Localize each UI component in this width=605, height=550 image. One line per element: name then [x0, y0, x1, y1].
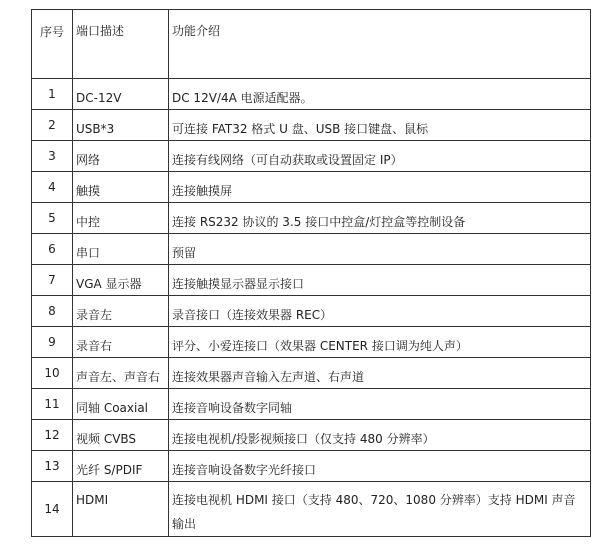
row-port: 光纤 S/PDIF [73, 451, 169, 482]
row-no: 8 [32, 296, 73, 327]
row-no: 14 [32, 482, 73, 537]
table-row [32, 141, 591, 172]
row-desc: 评分、小爱连接口（效果器 CENTER 接口调为纯人声） [169, 327, 591, 358]
row-desc: 录音接口（连接效果器 REC） [169, 296, 591, 327]
table-row [32, 482, 591, 537]
table-header-row [32, 10, 591, 79]
header-port: 端口描述 [73, 10, 169, 79]
row-port: 中控 [73, 203, 169, 234]
row-desc: 预留 [169, 234, 591, 265]
row-no: 4 [32, 172, 73, 203]
row-port: 声音左、声音右 [73, 358, 169, 389]
row-desc: 连接电视机/投影视频接口（仅支持 480 分辨率） [169, 420, 591, 451]
row-desc: 连接触摸显示器显示接口 [169, 265, 591, 296]
row-desc: DC 12V/4A 电源适配器。 [169, 79, 591, 110]
row-port: DC-12V [73, 79, 169, 110]
row-no: 6 [32, 234, 73, 265]
table-row [32, 420, 591, 451]
header-desc: 功能介绍 [169, 10, 591, 79]
table-row [32, 451, 591, 482]
row-desc: 连接 RS232 协议的 3.5 接口中控盒/灯控盒等控制设备 [169, 203, 591, 234]
row-port: 录音左 [73, 296, 169, 327]
port-spec-table [31, 9, 591, 537]
row-no: 3 [32, 141, 73, 172]
row-port: HDMI [73, 482, 169, 537]
row-desc: 连接效果器声音输入左声道、右声道 [169, 358, 591, 389]
row-desc: 连接触摸屏 [169, 172, 591, 203]
table-row [32, 110, 591, 141]
row-desc: 连接有线网络（可自动获取或设置固定 IP） [169, 141, 591, 172]
row-no: 9 [32, 327, 73, 358]
row-no: 7 [32, 265, 73, 296]
header-no: 序号 [32, 10, 73, 79]
row-port: 同轴 Coaxial [73, 389, 169, 420]
table-row [32, 296, 591, 327]
row-no: 12 [32, 420, 73, 451]
table-row [32, 203, 591, 234]
row-port: 网络 [73, 141, 169, 172]
row-desc: 连接电视机 HDMI 接口（支持 480、720、1080 分辨率）支持 HDMI 声音输出 [169, 482, 591, 537]
row-no: 13 [32, 451, 73, 482]
table-row [32, 79, 591, 110]
row-port: USB*3 [73, 110, 169, 141]
row-port: 触摸 [73, 172, 169, 203]
row-no: 11 [32, 389, 73, 420]
table-row [32, 327, 591, 358]
table-row [32, 234, 591, 265]
row-desc: 可连接 FAT32 格式 U 盘、USB 接口键盘、鼠标 [169, 110, 591, 141]
row-desc: 连接音响设备数字光纤接口 [169, 451, 591, 482]
row-port: VGA 显示器 [73, 265, 169, 296]
row-no: 2 [32, 110, 73, 141]
row-port: 视频 CVBS [73, 420, 169, 451]
row-desc: 连接音响设备数字同轴 [169, 389, 591, 420]
row-port: 串口 [73, 234, 169, 265]
row-no: 10 [32, 358, 73, 389]
row-port: 录音右 [73, 327, 169, 358]
table-row [32, 265, 591, 296]
table-row [32, 389, 591, 420]
row-no: 5 [32, 203, 73, 234]
row-no: 1 [32, 79, 73, 110]
table-row [32, 358, 591, 389]
table-row [32, 172, 591, 203]
